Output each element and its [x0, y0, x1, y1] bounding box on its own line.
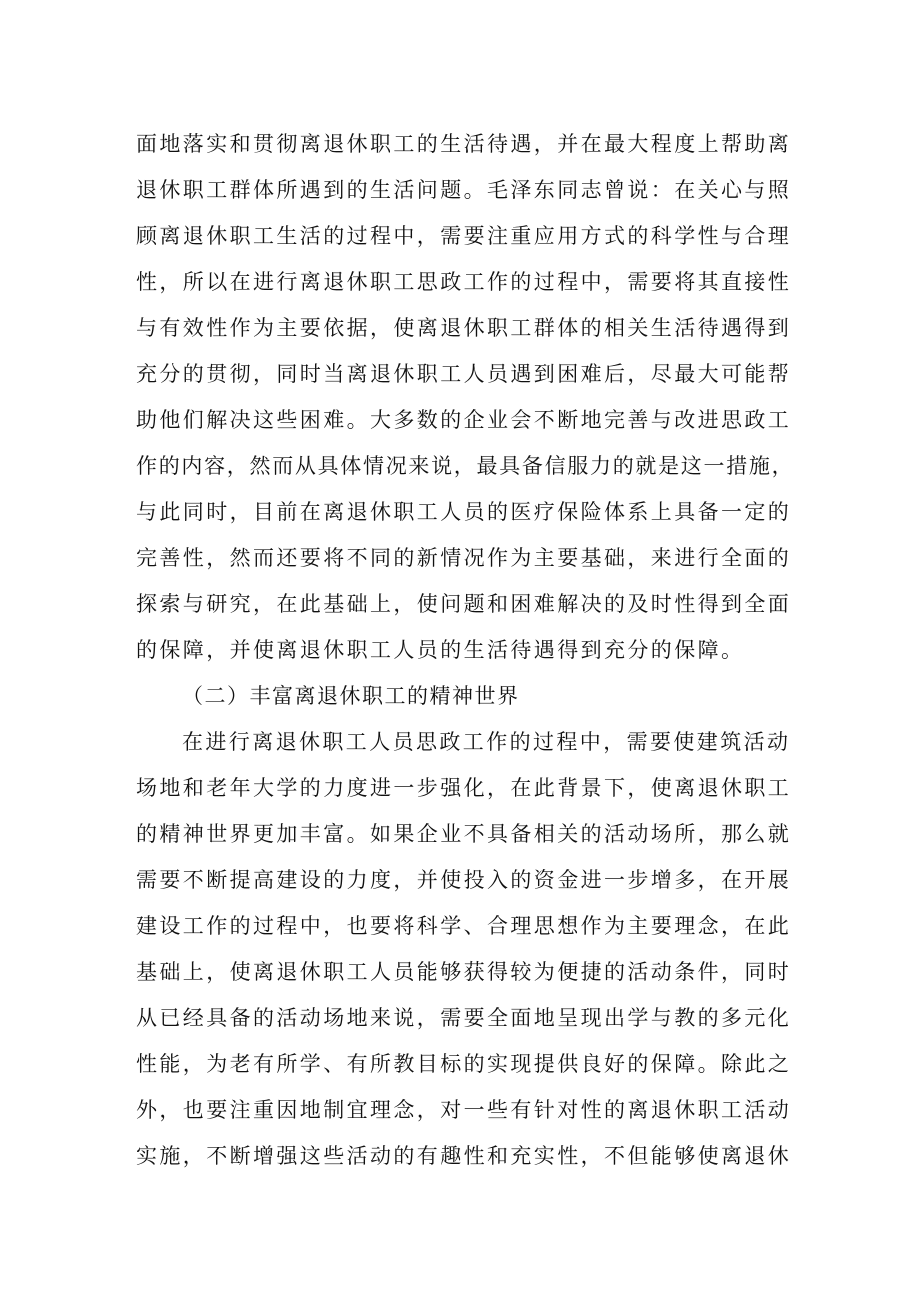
text-line: 外，也要注重因地制宜理念，对一些有针对性的离退休职工活动 [136, 1098, 792, 1122]
paragraph-spiritual-world [136, 719, 796, 1179]
text-line: 基础上，使离退休职工人员能够获得较为便捷的活动条件，同时 [136, 960, 792, 984]
text-line: 顾离退休职工生活的过程中，需要注重应用方式的科学性与合理 [136, 224, 792, 248]
text-line: 需要不断提高建设的力度，并使投入的资金进一步增多，在开展 [136, 868, 792, 892]
text-line: 与此同时，目前在离退休职工人员的医疗保险体系上具备一定的 [136, 500, 792, 524]
paragraph-life-benefits [136, 121, 796, 673]
text-line: 退休职工群体所遇到的生活问题。毛泽东同志曾说：在关心与照 [136, 178, 792, 202]
text-line: 的精神世界更加丰富。如果企业不具备相关的活动场所，那么就 [136, 822, 792, 846]
text-line: 建设工作的过程中，也要将科学、合理思想作为主要理念，在此 [136, 914, 792, 938]
document-body [136, 121, 796, 1179]
text-line: 充分的贯彻，同时当离退休职工人员遇到困难后，尽最大可能帮 [136, 362, 792, 386]
text-line: 助他们解决这些困难。大多数的企业会不断地完善与改进思政工 [136, 408, 792, 432]
text-line: 面地落实和贯彻离退休职工的生活待遇，并在最大程度上帮助离 [136, 132, 792, 156]
section-heading: （二）丰富离退休职工的精神世界 [182, 684, 520, 708]
text-line: 作的内容，然而从具体情况来说，最具备信服力的就是这一措施， [136, 454, 795, 478]
text-line: 性能，为老有所学、有所教目标的实现提供良好的保障。除此之 [136, 1052, 792, 1076]
text-line: 在进行离退休职工人员思政工作的过程中，需要使建筑活动 [182, 730, 791, 754]
text-line: 场地和老年大学的力度进一步强化，在此背景下，使离退休职工 [136, 776, 792, 800]
text-line: 的保障，并使离退休职工人员的生活待遇得到充分的保障。 [136, 638, 745, 662]
text-line: 性，所以在进行离退休职工思政工作的过程中，需要将其直接性 [136, 270, 792, 294]
text-line: 探索与研究，在此基础上，使问题和困难解决的及时性得到全面 [136, 592, 792, 616]
text-line: 完善性，然而还要将不同的新情况作为主要基础，来进行全面的 [136, 546, 792, 570]
text-line: 从已经具备的活动场地来说，需要全面地呈现出学与教的多元化 [136, 1006, 792, 1030]
text-line: 实施，不断增强这些活动的有趣性和充实性，不但能够使离退休 [136, 1144, 792, 1168]
text-line: 与有效性作为主要依据，使离退休职工群体的相关生活待遇得到 [136, 316, 792, 340]
